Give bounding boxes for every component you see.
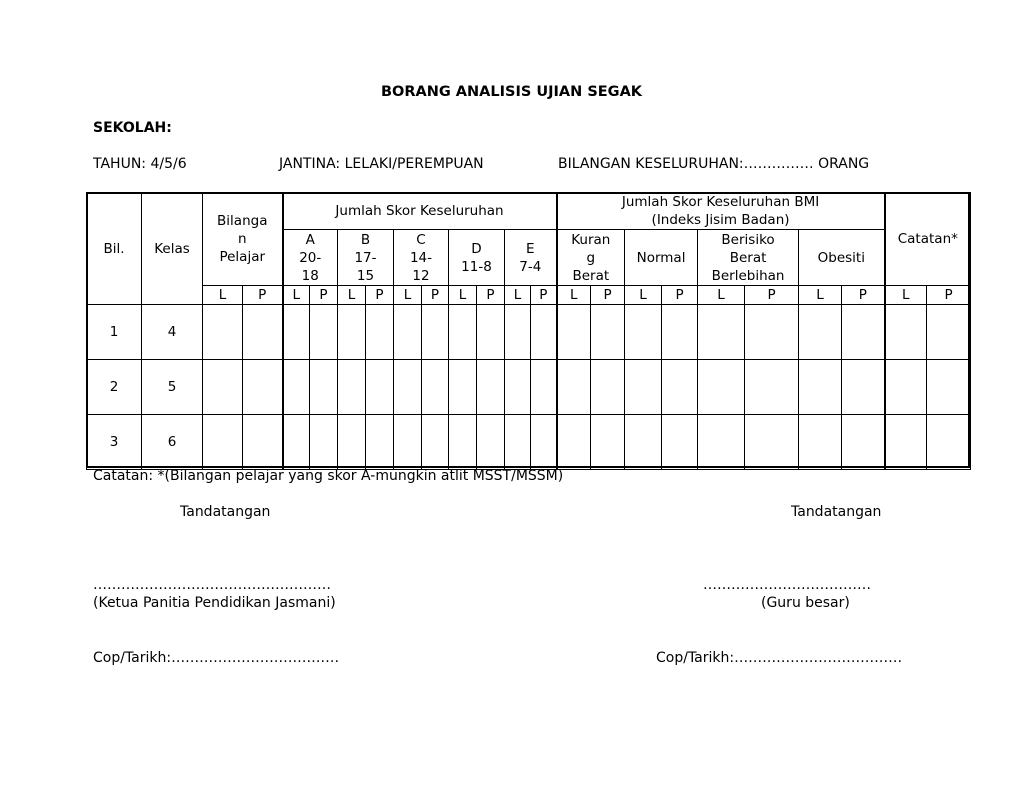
bilangan-pelajar-header: Bilanga n Pelajar <box>203 193 283 286</box>
input-cell[interactable] <box>698 305 745 360</box>
input-cell[interactable] <box>927 305 971 360</box>
input-cell[interactable] <box>394 415 422 470</box>
lp-cell: P <box>243 286 283 305</box>
left-signature-label: Tandatangan <box>180 504 271 520</box>
kelas-header: Kelas <box>142 193 203 305</box>
input-cell[interactable] <box>885 305 927 360</box>
grade-b-header: B 17- 15 <box>338 230 394 286</box>
lp-cell: P <box>531 286 557 305</box>
bil-cell: 2 <box>87 360 142 415</box>
input-cell[interactable] <box>745 360 799 415</box>
catatan-header: Catatan* <box>885 193 971 286</box>
input-cell[interactable] <box>842 305 885 360</box>
lp-cell: L <box>338 286 366 305</box>
lp-cell: P <box>662 286 698 305</box>
input-cell[interactable] <box>366 305 394 360</box>
input-cell[interactable] <box>366 415 394 470</box>
bmi-normal-header: Normal <box>625 230 698 286</box>
input-cell[interactable] <box>625 415 662 470</box>
grade-c-header: C 14- 12 <box>394 230 449 286</box>
input-cell[interactable] <box>449 360 477 415</box>
input-cell[interactable] <box>927 415 971 470</box>
input-cell[interactable] <box>338 415 366 470</box>
input-cell[interactable] <box>842 415 885 470</box>
input-cell[interactable] <box>531 415 557 470</box>
kelas-cell: 4 <box>142 305 203 360</box>
right-signature-role: (Guru besar) <box>761 595 850 611</box>
input-cell[interactable] <box>505 360 531 415</box>
input-cell[interactable] <box>698 360 745 415</box>
input-cell[interactable] <box>449 305 477 360</box>
kelas-cell: 5 <box>142 360 203 415</box>
input-cell[interactable] <box>243 360 283 415</box>
input-cell[interactable] <box>698 415 745 470</box>
input-cell[interactable] <box>591 360 625 415</box>
input-cell[interactable] <box>505 415 531 470</box>
total-field: BILANGAN KESELURUHAN:…………… ORANG <box>558 156 870 172</box>
input-cell[interactable] <box>243 415 283 470</box>
lp-cell: P <box>591 286 625 305</box>
score-group-header: Jumlah Skor Keseluruhan <box>283 193 557 230</box>
bmi-obesiti-header: Obesiti <box>799 230 885 286</box>
grade-d-header: D 11-8 <box>449 230 505 286</box>
input-cell[interactable] <box>799 360 842 415</box>
bil-header: Bil. <box>87 193 142 305</box>
right-signature-line[interactable]: ……………………………… <box>703 577 871 593</box>
bil-cell: 1 <box>87 305 142 360</box>
input-cell[interactable] <box>531 305 557 360</box>
input-cell[interactable] <box>625 305 662 360</box>
table-row <box>87 360 971 415</box>
right-cop-date[interactable]: Cop/Tarikh:……………………………… <box>656 650 903 666</box>
gender-field: JANTINA: LELAKI/PEREMPUAN <box>279 156 484 172</box>
input-cell[interactable] <box>662 415 698 470</box>
lp-cell: L <box>799 286 842 305</box>
right-signature-label: Tandatangan <box>791 504 882 520</box>
grade-a-header: A 20- 18 <box>283 230 338 286</box>
lp-cell: L <box>885 286 927 305</box>
input-cell[interactable] <box>625 360 662 415</box>
input-cell[interactable] <box>745 305 799 360</box>
left-cop-date[interactable]: Cop/Tarikh:……………………………… <box>93 650 340 666</box>
input-cell[interactable] <box>394 305 422 360</box>
lp-cell: P <box>477 286 505 305</box>
lp-cell: L <box>203 286 243 305</box>
input-cell[interactable] <box>310 415 338 470</box>
input-cell[interactable] <box>591 415 625 470</box>
input-cell[interactable] <box>477 415 505 470</box>
lp-cell: L <box>449 286 477 305</box>
input-cell[interactable] <box>449 415 477 470</box>
bmi-kurang-berat-header: Kuran g Berat <box>557 230 625 286</box>
year-field: TAHUN: 4/5/6 <box>93 156 187 172</box>
lp-cell: L <box>557 286 591 305</box>
input-cell[interactable] <box>338 305 366 360</box>
input-cell[interactable] <box>283 305 310 360</box>
left-signature-line[interactable]: …………………………………………… <box>93 577 331 593</box>
school-label: SEKOLAH: <box>93 120 172 136</box>
input-cell[interactable] <box>422 415 449 470</box>
lp-cell: L <box>394 286 422 305</box>
input-cell[interactable] <box>799 415 842 470</box>
input-cell[interactable] <box>799 305 842 360</box>
lp-cell: P <box>310 286 338 305</box>
input-cell[interactable] <box>557 360 591 415</box>
input-cell[interactable] <box>531 360 557 415</box>
input-cell[interactable] <box>477 305 505 360</box>
lp-cell: P <box>842 286 885 305</box>
input-cell[interactable] <box>505 305 531 360</box>
input-cell[interactable] <box>243 305 283 360</box>
input-cell[interactable] <box>310 360 338 415</box>
input-cell[interactable] <box>557 415 591 470</box>
input-cell[interactable] <box>662 305 698 360</box>
input-cell[interactable] <box>366 360 394 415</box>
analysis-table <box>86 192 971 470</box>
table-row <box>87 415 971 470</box>
input-cell[interactable] <box>745 415 799 470</box>
input-cell[interactable] <box>422 360 449 415</box>
input-cell[interactable] <box>885 360 927 415</box>
input-cell[interactable] <box>557 305 591 360</box>
lp-cell: P <box>422 286 449 305</box>
input-cell[interactable] <box>283 360 310 415</box>
left-signature-role: (Ketua Panitia Pendidikan Jasmani) <box>93 595 336 611</box>
lp-cell: P <box>745 286 799 305</box>
lp-header-row <box>87 286 971 305</box>
input-cell[interactable] <box>338 360 366 415</box>
input-cell[interactable] <box>885 415 927 470</box>
lp-cell: P <box>927 286 971 305</box>
lp-cell: L <box>283 286 310 305</box>
input-cell[interactable] <box>927 360 971 415</box>
input-cell[interactable] <box>842 360 885 415</box>
input-cell[interactable] <box>203 415 243 470</box>
lp-cell: P <box>366 286 394 305</box>
grade-e-header: E 7-4 <box>505 230 557 286</box>
lp-cell: L <box>625 286 662 305</box>
bmi-berisiko-header: Berisiko Berat Berlebihan <box>698 230 799 286</box>
input-cell[interactable] <box>477 360 505 415</box>
input-cell[interactable] <box>662 360 698 415</box>
bil-cell: 3 <box>87 415 142 470</box>
lp-cell: L <box>698 286 745 305</box>
input-cell[interactable] <box>203 360 243 415</box>
table-note: Catatan: *(Bilangan pelajar yang skor A-mungkin atlit MSST/MSSM) <box>93 468 564 484</box>
input-cell[interactable] <box>203 305 243 360</box>
input-cell[interactable] <box>283 415 310 470</box>
input-cell[interactable] <box>394 360 422 415</box>
kelas-cell: 6 <box>142 415 203 470</box>
page-title: BORANG ANALISIS UJIAN SEGAK <box>380 84 643 100</box>
input-cell[interactable] <box>310 305 338 360</box>
bmi-group-header: Jumlah Skor Keseluruhan BMI (Indeks Jisim Badan) <box>557 193 885 230</box>
table-row <box>87 305 971 360</box>
lp-cell: L <box>505 286 531 305</box>
input-cell[interactable] <box>591 305 625 360</box>
input-cell[interactable] <box>422 305 449 360</box>
